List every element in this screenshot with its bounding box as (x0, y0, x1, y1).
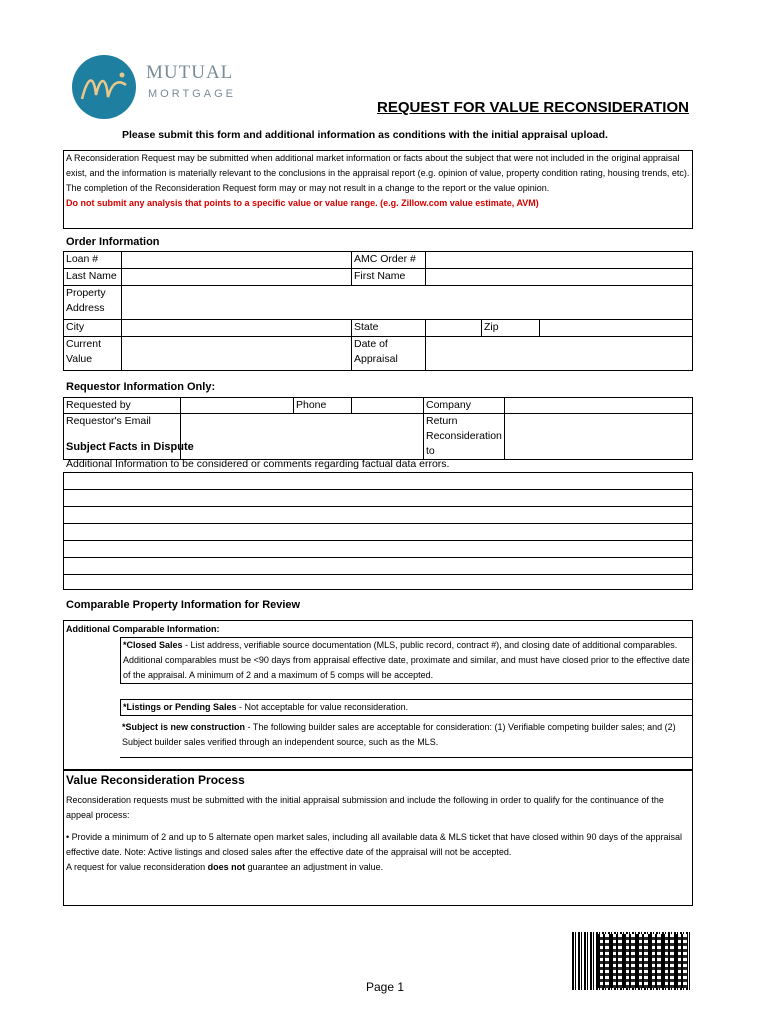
requestor-heading: Requestor Information Only: (66, 381, 216, 393)
return-label: Return Reconsideration to (424, 414, 505, 460)
email-field[interactable] (181, 414, 424, 460)
listings-block (120, 699, 692, 716)
zip-label: Zip (482, 320, 540, 337)
listings-text: - Not acceptable for value reconsideration. (236, 702, 409, 712)
current-value-label: Current Value (64, 337, 122, 371)
current-value-field[interactable] (122, 337, 352, 371)
logo-word-mutual: MUTUAL (146, 62, 234, 83)
company-field[interactable] (504, 398, 692, 414)
loan-label: Loan # (64, 252, 122, 269)
last-name-field[interactable] (122, 269, 352, 286)
requested-by-field[interactable] (181, 398, 294, 414)
comparable-heading: Comparable Property Information for Review (66, 599, 301, 611)
process-p1: Reconsideration requests must be submitted with the initial appraisal submission and include the following in order to qualify for the continuance of the appeal process: (66, 795, 664, 820)
phone-label: Phone (294, 398, 352, 414)
subject-comment-area[interactable] (63, 472, 693, 590)
intro-warning: Do not submit any analysis that points to a specific value or value range. (e.g. Zillow.com value estimate, AVM) (66, 198, 539, 208)
construction-block (120, 718, 692, 752)
amc-field[interactable] (426, 252, 693, 269)
page-title: REQUEST FOR VALUE RECONSIDERATION (377, 99, 689, 116)
state-label: State (352, 320, 426, 337)
comment-line[interactable] (64, 541, 692, 558)
state-field[interactable] (426, 320, 482, 337)
phone-field[interactable] (352, 398, 424, 414)
date-label: Date of Appraisal (352, 337, 426, 371)
first-name-field[interactable] (426, 269, 693, 286)
listings-bold: *Listings or Pending Sales (123, 702, 237, 712)
return-field[interactable] (504, 414, 692, 460)
closed-sales-bold: *Closed Sales (123, 640, 183, 650)
logo-word-mortgage: MORTGAGE (148, 88, 236, 100)
additional-comparable-label: Additional Comparable Information: (66, 624, 220, 634)
closed-sales-block (120, 637, 692, 684)
property-field[interactable] (122, 286, 693, 320)
comparable-divider (120, 757, 692, 758)
process-p3b: does not (207, 862, 246, 872)
construction-bold: *Subject is new construction (122, 722, 246, 732)
comment-line[interactable] (64, 575, 692, 591)
city-field[interactable] (122, 320, 352, 337)
process-p3 (66, 860, 690, 875)
process-p3a: A request for value reconsideration (66, 862, 208, 872)
intro-text: A Reconsideration Request may be submitted when additional market information or facts about the subject that were not included in the original appraisal exist, and the information is materially relevant to the conclusions in the appraisal report (e.g. opinion of value, property condition rating, housing trends, etc). The completion of the Reconsideration Request form may or may not result in a change to the report or the value opinion. (66, 153, 690, 193)
2d-barcode-icon (596, 934, 688, 988)
subject-heading: Subject Facts in Dispute (66, 441, 194, 453)
order-table (63, 251, 693, 371)
property-label: Property Address (64, 286, 122, 320)
closed-sales-text: - List address, verifiable source documentation (MLS, public record, contract #), and closing date of additional comparables. Additional comparables must be <90 days from appraisal effective date, proximate and similar, and must have closed prior to the effective date of the appraisal. A minimum of 2 and a maximum of 5 comps will be accepted. (123, 640, 690, 680)
process-heading: Value Reconsideration Process (66, 773, 245, 787)
intro-box (63, 150, 693, 229)
loan-field[interactable] (122, 252, 352, 269)
last-name-label: Last Name (64, 269, 122, 286)
page-subtitle: Please submit this form and additional information as conditions with the initial appraisal upload. (122, 129, 608, 141)
construction-text: - The following builder sales are acceptable for consideration: (1) Verifiable competing builder sales; and (2) Subject builder sales verified through an independent source, such as the MLS. (122, 722, 676, 747)
page-number: Page 1 (366, 980, 405, 994)
amc-label: AMC Order # (352, 252, 426, 269)
order-heading: Order Information (66, 236, 160, 248)
comment-line[interactable] (64, 490, 692, 507)
first-name-label: First Name (352, 269, 426, 286)
process-box (63, 770, 693, 906)
process-p3c: guarantee an adjustment in value. (245, 862, 384, 872)
email-label: Requestor's Email (64, 414, 181, 460)
comment-line[interactable] (64, 473, 692, 490)
date-field[interactable] (426, 337, 693, 371)
subject-subheading: Additional Information to be considered or comments regarding factual data errors. (66, 458, 450, 470)
requested-by-label: Requested by (64, 398, 181, 414)
zip-field[interactable] (540, 320, 693, 337)
comment-line[interactable] (64, 507, 692, 524)
logo-mi-icon (72, 55, 136, 119)
comment-line[interactable] (64, 558, 692, 575)
city-label: City (64, 320, 122, 337)
comment-line[interactable] (64, 524, 692, 541)
company-label: Company (424, 398, 505, 414)
process-p2: • Provide a minimum of 2 and up to 5 alternate open market sales, including all available data & MLS ticket that have closed within 90 days of the appraisal effective date. Note: Active listings and closed sales after the effective date of the appraisal will not be accepted. (66, 832, 682, 857)
comparable-box (63, 620, 693, 770)
